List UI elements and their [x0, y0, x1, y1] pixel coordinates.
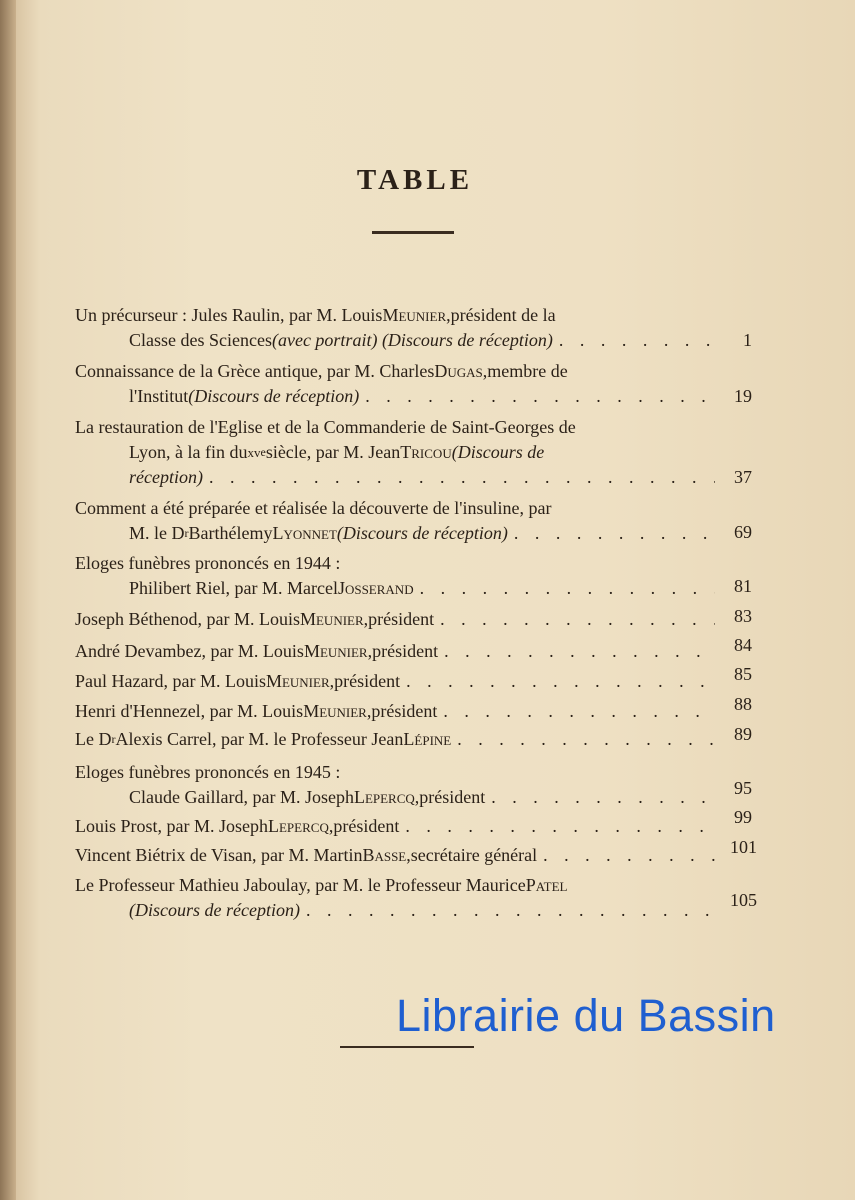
- page-number: 99: [734, 807, 752, 827]
- page-number: 1: [743, 330, 752, 350]
- toc-entry: La restauration de l'Eglise et de la Commanderie de Saint-Georges de Lyon, à la fin du xv e siècle, par M. Jean Tricou (Discours de réception) . . .: [75, 415, 715, 490]
- toc-entry: Henri d'Hennezel, par M. Louis Meunier, président . . .: [75, 699, 715, 724]
- toc-entry: Vincent Biétrix de Visan, par M. Martin Basse, secrétaire général . . .: [75, 843, 715, 868]
- page-number: 83: [734, 606, 752, 626]
- page-number: 69: [734, 522, 752, 542]
- toc-entry: Joseph Béthenod, par M. Louis Meunier, président . . .: [75, 607, 715, 632]
- page-number: 101: [730, 837, 757, 857]
- toc-entry: André Devambez, par M. Louis Meunier, président . . .: [75, 639, 715, 664]
- toc-entry: Le Professeur Mathieu Jaboulay, par M. le Professeur Maurice Patel (Discours de réception) . . .: [75, 873, 715, 923]
- toc-entry: Comment a été préparée et réalisée la découverte de l'insuline, par M. le D r Barthélemy Lyonnet (Discours de réception) . . .: [75, 496, 715, 546]
- page-number: 84: [734, 635, 752, 655]
- page-title: TABLE: [356, 164, 474, 196]
- title-rule: [372, 231, 454, 234]
- bookseller-watermark: Librairie du Bassin: [396, 990, 776, 1041]
- page-number: 81: [734, 576, 752, 596]
- page-number: 95: [734, 778, 752, 798]
- page-number: 19: [734, 386, 752, 406]
- page-number: 89: [734, 724, 752, 744]
- toc-entry: Connaissance de la Grèce antique, par M. Charles Dugas, membre de l'Institut (Discours de réception) . . .: [75, 359, 715, 409]
- toc-entry: Le D r Alexis Carrel, par M. le Professeur Jean Lépine . . .: [75, 727, 715, 752]
- page-number: 88: [734, 694, 752, 714]
- bottom-rule: [340, 1046, 474, 1048]
- page-number: 85: [734, 664, 752, 684]
- page-number: 37: [734, 467, 752, 487]
- toc-entry: Eloges funèbres prononcés en 1944 : Philibert Riel, par M. Marcel Josserand . . .: [75, 551, 715, 601]
- toc-entry: Paul Hazard, par M. Louis Meunier, président . . .: [75, 669, 715, 694]
- toc-entry: Un précurseur : Jules Raulin, par M. Louis Meunier, président de la Classe des Sciences (avec portrait) (Discours de réception) . . .: [75, 303, 715, 353]
- toc-entry: Eloges funèbres prononcés en 1945 : Claude Gaillard, par M. Joseph Lepercq, président . . .: [75, 760, 715, 810]
- page-number: 105: [730, 890, 757, 910]
- toc-entry: Louis Prost, par M. Joseph Lepercq, président . . .: [75, 814, 715, 839]
